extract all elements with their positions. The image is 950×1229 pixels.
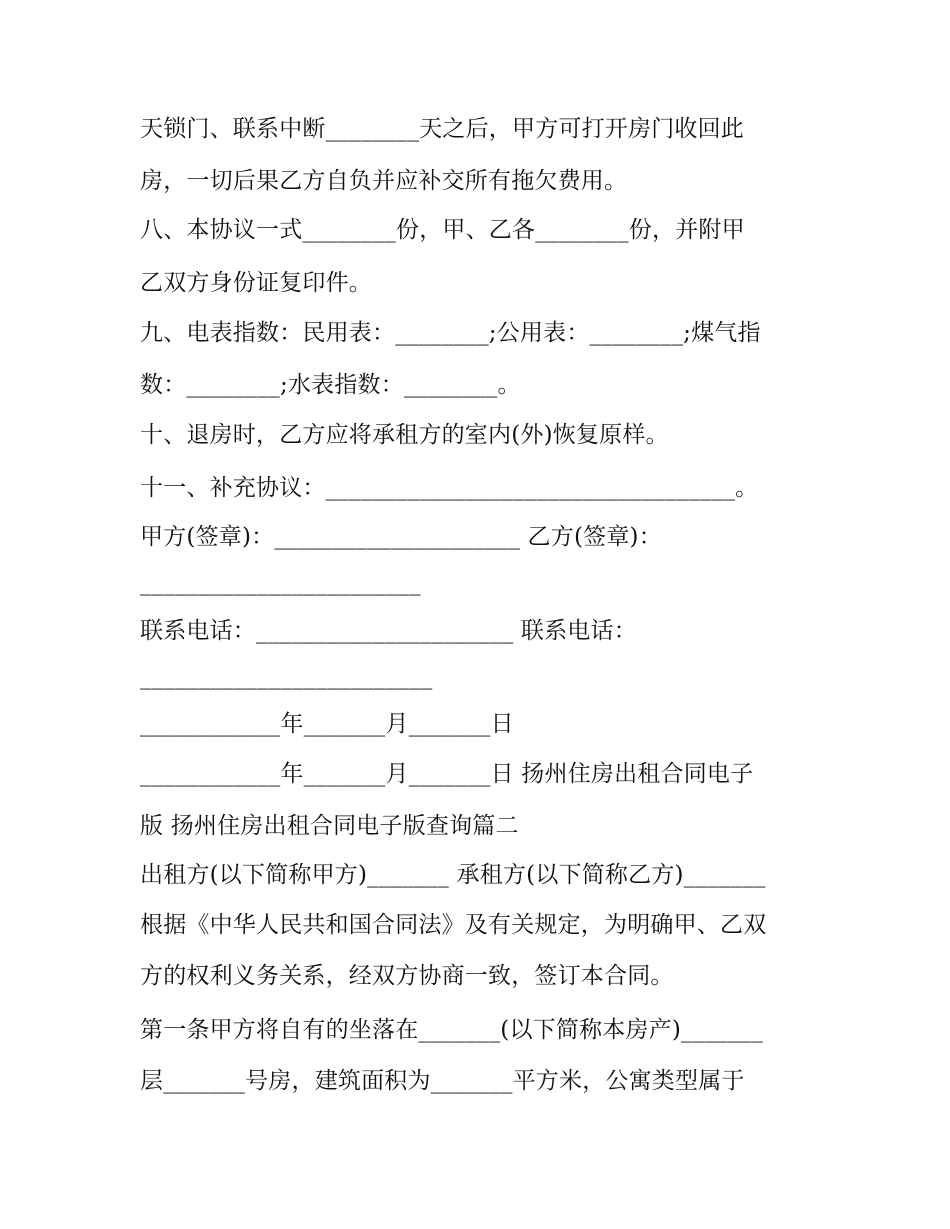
text-line: 数：________;水表指数：________。 xyxy=(140,372,521,398)
text-line: 方的权利义务关系，经双方协商一致，签订本合同。 xyxy=(140,963,674,989)
text-line: 十、退房时，乙方应将承租方的室内(外)恢复原样。 xyxy=(140,422,669,448)
date-line: ____________年_______月_______日 扬州住房出租合同电子 xyxy=(140,761,754,787)
text-line: 层_______号房，建筑面积为_______平方米，公寓类型属于 xyxy=(140,1068,745,1094)
phone-blank: _________________________ xyxy=(140,664,433,690)
text-line: 乙双方身份证复印件。 xyxy=(140,270,372,296)
text-line: 根据《中华人民共和国合同法》及有关规定，为明确甲、乙双 xyxy=(140,912,767,938)
text-line: 第一条甲方将自有的坐落在_______(以下简称本房产)_______ xyxy=(140,1017,763,1043)
text-line: 出租方(以下简称甲方)_______ 承租方(以下简称乙方)_______ xyxy=(140,862,766,888)
text-line: 天锁门、联系中断________天之后，甲方可打开房门收回此 xyxy=(140,116,744,142)
text-line: 八、本协议一式________份，甲、乙各________份，并附甲 xyxy=(140,217,745,243)
text-line: 十一、补充协议：___________________________________。 xyxy=(140,475,759,501)
phone-line: 联系电话：______________________ 联系电话： xyxy=(140,618,637,644)
signature-line: 甲方(签章)：_____________________ 乙方(签章)： xyxy=(140,524,662,550)
section-title: 版 扬州住房出租合同电子版查询篇二 xyxy=(140,813,519,839)
date-line: ____________年_______月_______日 xyxy=(140,711,514,737)
signature-blank: ________________________ xyxy=(140,570,421,596)
text-line: 房，一切后果乙方自负并应补交所有拖欠费用。 xyxy=(140,168,628,194)
text-line: 九、电表指数：民用表：________;公用表：________;煤气指 xyxy=(140,320,761,346)
